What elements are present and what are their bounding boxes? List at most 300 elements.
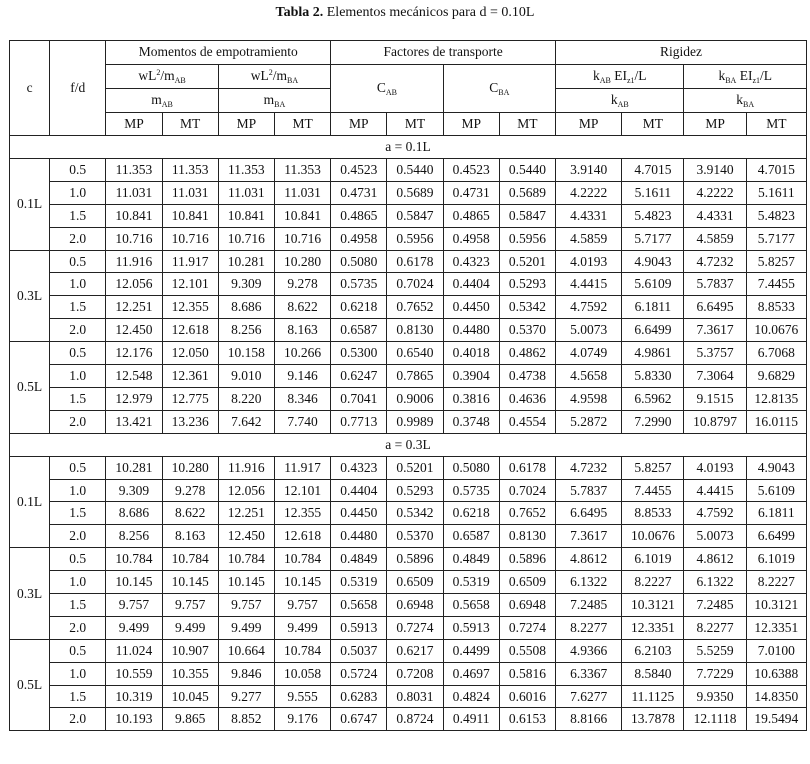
value-cell: 10.716 [274, 227, 330, 250]
value-cell: 0.5816 [499, 662, 555, 685]
value-cell: 4.9043 [746, 456, 806, 479]
value-cell: 8.686 [218, 296, 274, 319]
value-cell: 8.220 [218, 387, 274, 410]
value-cell: 0.5847 [499, 204, 555, 227]
value-cell: 5.7837 [556, 479, 622, 502]
value-cell: 8.163 [274, 319, 330, 342]
value-cell: 5.3757 [684, 342, 746, 365]
value-cell: 0.5319 [443, 571, 499, 594]
header-factores: Factores de transporte [331, 41, 556, 65]
group-c-cell: 0.5L [10, 342, 50, 434]
value-cell: 10.0676 [622, 525, 684, 548]
value-cell: 4.5859 [556, 227, 622, 250]
header-mt: MT [746, 112, 806, 136]
value-cell: 4.2222 [684, 181, 746, 204]
value-cell: 8.256 [218, 319, 274, 342]
value-cell: 10.145 [218, 571, 274, 594]
header-fd: f/d [50, 41, 106, 136]
value-cell: 8.622 [274, 296, 330, 319]
fd-cell: 0.5 [50, 250, 106, 273]
section-header: a = 0.3L [10, 433, 807, 456]
value-cell: 8.686 [106, 502, 162, 525]
value-cell: 5.1611 [746, 181, 806, 204]
header-c-ab: $C_{AB}$ [331, 64, 443, 112]
value-cell: 12.056 [106, 273, 162, 296]
table-row [10, 708, 807, 731]
value-cell: 0.4450 [443, 296, 499, 319]
value-cell: 0.4849 [331, 548, 387, 571]
value-cell: 0.5342 [387, 502, 443, 525]
value-cell: 9.309 [106, 479, 162, 502]
value-cell: 0.9006 [387, 387, 443, 410]
group-c-cell: 0.3L [10, 548, 50, 640]
value-cell: 0.5896 [499, 548, 555, 571]
value-cell: 0.4824 [443, 685, 499, 708]
value-cell: 5.8257 [622, 456, 684, 479]
value-cell: 0.5847 [387, 204, 443, 227]
value-cell: 0.6016 [499, 685, 555, 708]
value-cell: 12.548 [106, 365, 162, 388]
header-c: c [10, 41, 50, 136]
value-cell: 8.163 [162, 525, 218, 548]
value-cell: 3.9140 [556, 159, 622, 182]
value-cell: 10.280 [162, 456, 218, 479]
value-cell: 9.757 [218, 594, 274, 617]
fd-cell: 1.5 [50, 204, 106, 227]
value-cell: 9.865 [162, 708, 218, 731]
caption-label: Tabla 2. [275, 5, 324, 20]
fd-cell: 2.0 [50, 227, 106, 250]
value-cell: 10.319 [106, 685, 162, 708]
value-cell: 8.8533 [622, 502, 684, 525]
value-cell: 7.2485 [556, 594, 622, 617]
value-cell: 16.0115 [746, 410, 806, 433]
value-cell: 0.6247 [331, 365, 387, 388]
value-cell: 11.916 [218, 456, 274, 479]
value-cell: 5.7837 [684, 273, 746, 296]
value-cell: 10.266 [274, 342, 330, 365]
header-k-ab: $k_{AB}$ [556, 88, 684, 112]
value-cell: 0.5913 [443, 616, 499, 639]
value-cell: 0.5370 [387, 525, 443, 548]
value-cell: 12.3351 [746, 616, 806, 639]
fd-cell: 2.0 [50, 616, 106, 639]
value-cell: 10.193 [106, 708, 162, 731]
fd-cell: 2.0 [50, 319, 106, 342]
value-cell: 11.024 [106, 639, 162, 662]
group-c-cell: 0.1L [10, 456, 50, 548]
value-cell: 5.4823 [622, 204, 684, 227]
value-cell: 10.784 [218, 548, 274, 571]
value-cell: 4.2222 [556, 181, 622, 204]
fd-cell: 2.0 [50, 525, 106, 548]
value-cell: 0.5724 [331, 662, 387, 685]
value-cell: 5.7177 [746, 227, 806, 250]
value-cell: 9.846 [218, 662, 274, 685]
value-cell: 9.6829 [746, 365, 806, 388]
value-cell: 4.5658 [556, 365, 622, 388]
value-cell: 9.757 [162, 594, 218, 617]
value-cell: 7.3064 [684, 365, 746, 388]
value-cell: 8.622 [162, 502, 218, 525]
value-cell: 4.7592 [556, 296, 622, 319]
group-c-cell: 0.3L [10, 250, 50, 342]
value-cell: 5.4823 [746, 204, 806, 227]
value-cell: 0.4323 [443, 250, 499, 273]
fd-cell: 0.5 [50, 456, 106, 479]
value-cell: 0.4738 [499, 365, 555, 388]
value-cell: 0.5080 [331, 250, 387, 273]
value-cell: 10.8797 [684, 410, 746, 433]
value-cell: 9.499 [106, 616, 162, 639]
value-cell: 13.421 [106, 410, 162, 433]
value-cell: 9.278 [162, 479, 218, 502]
value-cell: 7.2990 [622, 410, 684, 433]
value-cell: 5.5259 [684, 639, 746, 662]
header-mp: MP [218, 112, 274, 136]
value-cell: 12.979 [106, 387, 162, 410]
value-cell: 0.6217 [387, 639, 443, 662]
value-cell: 6.6495 [684, 296, 746, 319]
value-cell: 0.4865 [443, 204, 499, 227]
value-cell: 8.8166 [556, 708, 622, 731]
value-cell: 11.031 [274, 181, 330, 204]
value-cell: 11.353 [218, 159, 274, 182]
fd-cell: 1.0 [50, 571, 106, 594]
value-cell: 14.8350 [746, 685, 806, 708]
value-cell: 10.145 [162, 571, 218, 594]
value-cell: 11.916 [106, 250, 162, 273]
value-cell: 0.3816 [443, 387, 499, 410]
value-cell: 0.5370 [499, 319, 555, 342]
value-cell: 0.6948 [499, 594, 555, 617]
value-cell: 4.4415 [684, 479, 746, 502]
header-mp: MP [684, 112, 746, 136]
table-row [10, 319, 807, 342]
value-cell: 10.841 [162, 204, 218, 227]
value-cell: 0.5080 [443, 456, 499, 479]
value-cell: 11.031 [162, 181, 218, 204]
table-row [10, 227, 807, 250]
value-cell: 6.1322 [556, 571, 622, 594]
value-cell: 0.5440 [387, 159, 443, 182]
value-cell: 0.6587 [331, 319, 387, 342]
value-cell: 0.7652 [387, 296, 443, 319]
value-cell: 12.251 [218, 502, 274, 525]
value-cell: 7.642 [218, 410, 274, 433]
value-cell: 4.8612 [684, 548, 746, 571]
value-cell: 0.6153 [499, 708, 555, 731]
value-cell: 12.050 [162, 342, 218, 365]
table-row [10, 273, 807, 296]
header-mp: MP [106, 112, 162, 136]
header-wl-mba: $wL^2/m_{BA}$ [218, 64, 330, 88]
value-cell: 10.045 [162, 685, 218, 708]
value-cell: 0.6948 [387, 594, 443, 617]
value-cell: 0.7024 [499, 479, 555, 502]
value-cell: 4.4415 [556, 273, 622, 296]
value-cell: 0.5319 [331, 571, 387, 594]
data-table [9, 40, 807, 731]
table-row [10, 342, 807, 365]
value-cell: 0.5658 [331, 594, 387, 617]
value-cell: 0.6509 [387, 571, 443, 594]
value-cell: 11.917 [162, 250, 218, 273]
value-cell: 5.1611 [622, 181, 684, 204]
value-cell: 0.5037 [331, 639, 387, 662]
value-cell: 4.9366 [556, 639, 622, 662]
header-k-ab-ei: $k_{AB}$ $EI_{z1}/L$ [556, 64, 684, 88]
header-mt: MT [162, 112, 218, 136]
table-row [10, 616, 807, 639]
value-cell: 0.4450 [331, 502, 387, 525]
value-cell: 0.5913 [331, 616, 387, 639]
value-cell: 12.8135 [746, 387, 806, 410]
value-cell: 6.3367 [556, 662, 622, 685]
value-cell: 9.499 [162, 616, 218, 639]
value-cell: 10.716 [162, 227, 218, 250]
value-cell: 6.1322 [684, 571, 746, 594]
value-cell: 8.2277 [684, 616, 746, 639]
value-cell: 4.7015 [622, 159, 684, 182]
fd-cell: 1.0 [50, 479, 106, 502]
value-cell: 6.1019 [622, 548, 684, 571]
value-cell: 9.278 [274, 273, 330, 296]
value-cell: 9.146 [274, 365, 330, 388]
table-row [10, 159, 807, 182]
value-cell: 10.145 [106, 571, 162, 594]
value-cell: 0.8130 [387, 319, 443, 342]
value-cell: 6.2103 [622, 639, 684, 662]
value-cell: 0.4731 [331, 181, 387, 204]
value-cell: 10.716 [106, 227, 162, 250]
value-cell: 10.6388 [746, 662, 806, 685]
fd-cell: 1.0 [50, 662, 106, 685]
value-cell: 10.841 [218, 204, 274, 227]
value-cell: 0.4636 [499, 387, 555, 410]
table-row [10, 479, 807, 502]
value-cell: 8.346 [274, 387, 330, 410]
value-cell: 0.4862 [499, 342, 555, 365]
value-cell: 5.6109 [622, 273, 684, 296]
header-mt: MT [622, 112, 684, 136]
value-cell: 8.2227 [622, 571, 684, 594]
value-cell: 0.5956 [387, 227, 443, 250]
value-cell: 13.7878 [622, 708, 684, 731]
value-cell: 4.9043 [622, 250, 684, 273]
value-cell: 10.281 [218, 250, 274, 273]
value-cell: 13.236 [162, 410, 218, 433]
value-cell: 8.5840 [622, 662, 684, 685]
value-cell: 0.6540 [387, 342, 443, 365]
value-cell: 0.8724 [387, 708, 443, 731]
header-wl-mab: $wL^2/m_{AB}$ [106, 64, 218, 88]
value-cell: 12.3351 [622, 616, 684, 639]
value-cell: 0.6509 [499, 571, 555, 594]
value-cell: 11.1125 [622, 685, 684, 708]
value-cell: 5.2872 [556, 410, 622, 433]
header-mp: MP [331, 112, 387, 136]
value-cell: 6.7068 [746, 342, 806, 365]
header-c-ba: $C_{BA}$ [443, 64, 555, 112]
value-cell: 0.5735 [443, 479, 499, 502]
value-cell: 5.0073 [556, 319, 622, 342]
value-cell: 10.841 [106, 204, 162, 227]
value-cell: 0.5956 [499, 227, 555, 250]
table-row [10, 548, 807, 571]
fd-cell: 1.5 [50, 502, 106, 525]
value-cell: 0.4849 [443, 548, 499, 571]
table-row [10, 296, 807, 319]
value-cell: 0.6283 [331, 685, 387, 708]
table-caption [0, 0, 810, 28]
fd-cell: 1.5 [50, 685, 106, 708]
value-cell: 9.1515 [684, 387, 746, 410]
value-cell: 0.4554 [499, 410, 555, 433]
value-cell: 0.7024 [387, 273, 443, 296]
value-cell: 10.784 [274, 639, 330, 662]
value-cell: 6.1811 [746, 502, 806, 525]
value-cell: 0.3748 [443, 410, 499, 433]
value-cell: 0.5440 [499, 159, 555, 182]
value-cell: 0.5293 [387, 479, 443, 502]
table-row [10, 502, 807, 525]
fd-cell: 2.0 [50, 410, 106, 433]
value-cell: 0.4018 [443, 342, 499, 365]
value-cell: 5.8330 [622, 365, 684, 388]
value-cell: 7.3617 [684, 319, 746, 342]
value-cell: 10.281 [106, 456, 162, 479]
caption-text: Elementos mecánicos para d = 0.10L [323, 5, 535, 20]
header-mt: MT [387, 112, 443, 136]
value-cell: 0.5689 [387, 181, 443, 204]
value-cell: 10.3121 [746, 594, 806, 617]
value-cell: 0.5201 [387, 456, 443, 479]
value-cell: 10.559 [106, 662, 162, 685]
value-cell: 0.4404 [443, 273, 499, 296]
value-cell: 0.5293 [499, 273, 555, 296]
header-mt: MT [274, 112, 330, 136]
value-cell: 12.450 [218, 525, 274, 548]
value-cell: 10.280 [274, 250, 330, 273]
table-row [10, 685, 807, 708]
value-cell: 7.0100 [746, 639, 806, 662]
value-cell: 9.757 [274, 594, 330, 617]
value-cell: 12.618 [274, 525, 330, 548]
value-cell: 8.8533 [746, 296, 806, 319]
value-cell: 4.0749 [556, 342, 622, 365]
value-cell: 0.4523 [331, 159, 387, 182]
value-cell: 0.8031 [387, 685, 443, 708]
value-cell: 0.4697 [443, 662, 499, 685]
header-mp: MP [443, 112, 499, 136]
value-cell: 10.784 [106, 548, 162, 571]
value-cell: 9.555 [274, 685, 330, 708]
value-cell: 10.664 [218, 639, 274, 662]
value-cell: 4.9598 [556, 387, 622, 410]
fd-cell: 1.5 [50, 594, 106, 617]
value-cell: 6.6495 [556, 502, 622, 525]
value-cell: 5.7177 [622, 227, 684, 250]
value-cell: 0.5689 [499, 181, 555, 204]
value-cell: 9.9350 [684, 685, 746, 708]
value-cell: 0.6178 [387, 250, 443, 273]
header-k-ba: $k_{BA}$ [684, 88, 807, 112]
value-cell: 4.9861 [622, 342, 684, 365]
table-row [10, 365, 807, 388]
value-cell: 12.176 [106, 342, 162, 365]
value-cell: 9.499 [218, 616, 274, 639]
value-cell: 11.353 [162, 159, 218, 182]
value-cell: 0.5201 [499, 250, 555, 273]
value-cell: 0.4865 [331, 204, 387, 227]
value-cell: 6.1811 [622, 296, 684, 319]
value-cell: 10.3121 [622, 594, 684, 617]
value-cell: 0.7274 [499, 616, 555, 639]
value-cell: 7.6277 [556, 685, 622, 708]
value-cell: 9.010 [218, 365, 274, 388]
header-m-ab: $m_{AB}$ [106, 88, 218, 112]
value-cell: 7.7229 [684, 662, 746, 685]
value-cell: 0.5300 [331, 342, 387, 365]
value-cell: 0.6747 [331, 708, 387, 731]
value-cell: 0.4911 [443, 708, 499, 731]
value-cell: 10.841 [274, 204, 330, 227]
value-cell: 10.355 [162, 662, 218, 685]
value-cell: 9.309 [218, 273, 274, 296]
value-cell: 0.6218 [443, 502, 499, 525]
value-cell: 0.6178 [499, 456, 555, 479]
section-header: a = 0.1L [10, 136, 807, 159]
value-cell: 10.784 [274, 548, 330, 571]
table-row [10, 639, 807, 662]
table-row [10, 204, 807, 227]
value-cell: 0.4523 [443, 159, 499, 182]
value-cell: 7.4455 [622, 479, 684, 502]
value-cell: 0.6218 [331, 296, 387, 319]
value-cell: 11.353 [274, 159, 330, 182]
value-cell: 4.0193 [684, 456, 746, 479]
value-cell: 4.7592 [684, 502, 746, 525]
fd-cell: 1.0 [50, 273, 106, 296]
value-cell: 0.3904 [443, 365, 499, 388]
fd-cell: 0.5 [50, 159, 106, 182]
value-cell: 0.7865 [387, 365, 443, 388]
value-cell: 11.031 [218, 181, 274, 204]
header-k-ba-ei: $k_{BA}$ $EI_{z1}/L$ [684, 64, 807, 88]
value-cell: 0.5508 [499, 639, 555, 662]
value-cell: 0.6587 [443, 525, 499, 548]
value-cell: 12.355 [162, 296, 218, 319]
group-c-cell: 0.1L [10, 159, 50, 251]
value-cell: 12.101 [162, 273, 218, 296]
value-cell: 12.361 [162, 365, 218, 388]
value-cell: 5.0073 [684, 525, 746, 548]
group-c-cell: 0.5L [10, 639, 50, 731]
value-cell: 10.0676 [746, 319, 806, 342]
fd-cell: 2.0 [50, 708, 106, 731]
value-cell: 6.1019 [746, 548, 806, 571]
fd-cell: 1.0 [50, 181, 106, 204]
value-cell: 12.618 [162, 319, 218, 342]
value-cell: 0.7208 [387, 662, 443, 685]
value-cell: 6.6499 [746, 525, 806, 548]
value-cell: 12.056 [218, 479, 274, 502]
value-cell: 4.8612 [556, 548, 622, 571]
value-cell: 6.6499 [622, 319, 684, 342]
value-cell: 11.917 [274, 456, 330, 479]
value-cell: 10.058 [274, 662, 330, 685]
